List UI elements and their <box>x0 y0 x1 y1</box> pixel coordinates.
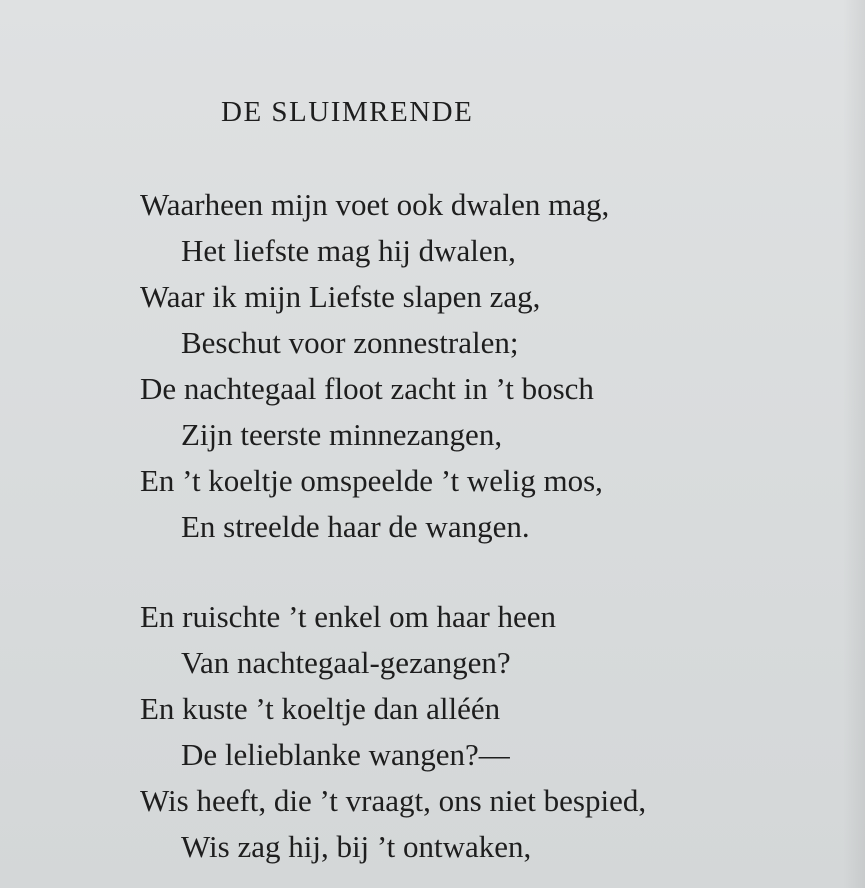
poem-line: En streelde haar de wangen. <box>181 509 530 544</box>
poem-line: En kuste ’t koeltje dan alléén <box>140 691 501 726</box>
poem-line: Van nachtegaal-gezangen? <box>181 645 511 680</box>
poem-line: Het liefste mag hij dwalen, <box>181 233 516 268</box>
stanza-2 <box>140 594 646 870</box>
poem-line: De nachtegaal floot zacht in ’t bosch <box>140 371 594 406</box>
poem-line: Waarheen mijn voet ook dwalen mag, <box>140 187 610 222</box>
stanza-1 <box>140 182 609 550</box>
poem-line: Wis zag hij, bij ’t ontwaken, <box>181 829 532 864</box>
poem-line: Zijn teerste minnezangen, <box>181 417 503 452</box>
poem-line: En ’t koeltje omspeelde ’t welig mos, <box>140 463 603 498</box>
poem-title: DE SLUIMRENDE <box>221 96 474 128</box>
poem-line: En ruischte ’t enkel om haar heen <box>140 599 557 634</box>
poem-line: Wis heeft, die ’t vraagt, ons niet bespied, <box>140 783 647 818</box>
page-edge-shadow <box>843 0 865 888</box>
poem-line: De lelieblanke wangen?— <box>181 737 510 772</box>
poem-line: Waar ik mijn Liefste slapen zag, <box>140 279 541 314</box>
poem-line: Beschut voor zonnestralen; <box>181 325 519 360</box>
